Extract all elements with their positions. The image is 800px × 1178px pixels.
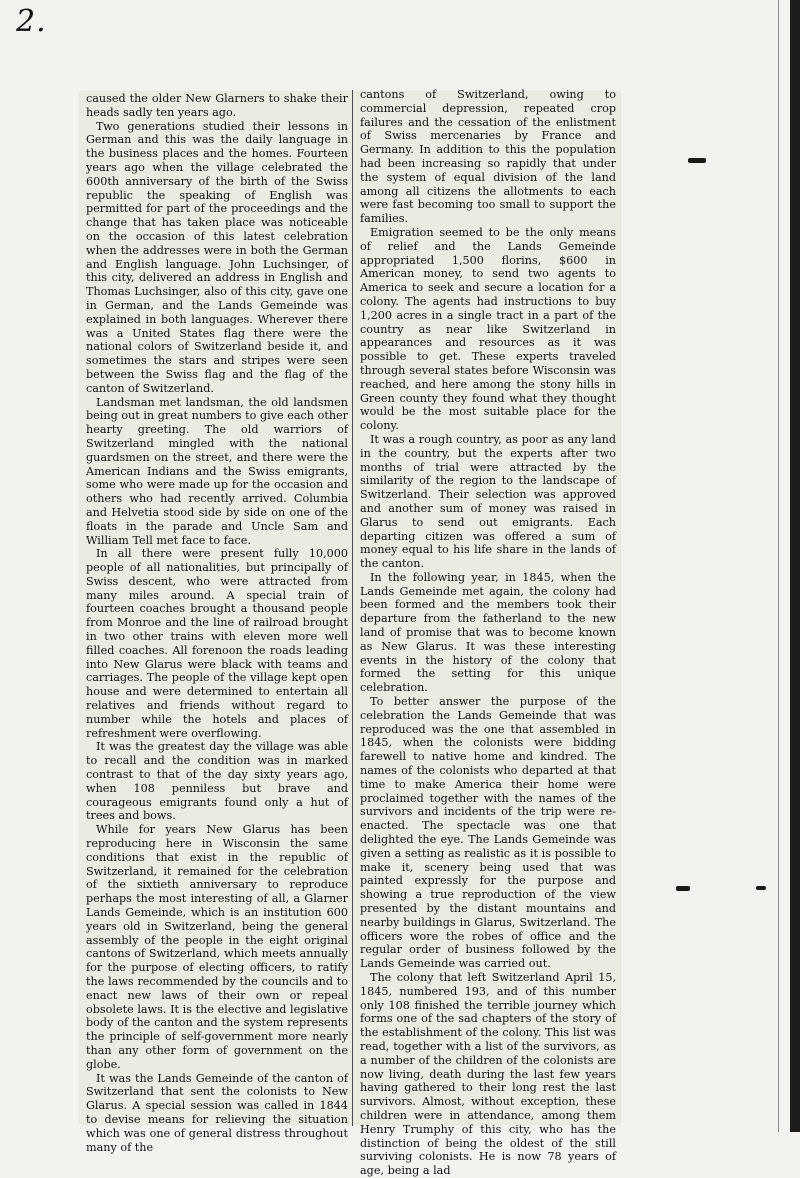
article-left-column xyxy=(86,92,348,1154)
right-paragraph-5: To better answer the purpose of the celebration the Lands Gemeinde that was reproduced was the one that assembled in 1845, when the colonists were bidding farewell to native home and kindred. The names of the colonists who departed at that time to make America their home were proclaimed together with the names of the survivors and incidents of the trip were re-enacted. The spectacle was one that delighted the eye. The Lands Gemeinde was given a setting as realistic as it is possible to make it, scenery being used that was painted expressly for the purpose and showing a true reproduction of the view presented by the distant mountains and nearby buildings in Glarus, Switzerland. The officers wore the robes of office and the regular order of business followed by the Lands Gemeinde was carried out. xyxy=(360,695,616,971)
left-paragraph-6: While for years New Glarus has been reproducing here in Wisconsin the same conditions that exist in the republic of Switzerland, it remained for the celebration of the sixtieth anniversary to reproduce perhaps the most interesting of all, a Glarner Lands Gemeinde, which is an institution 600 years old in Switzerland, being the general assembly of the people in the eight original cantons of Switzerland, which meets annually for the purpose of electing officers, to ratify the laws recommended by the councils and to enact new laws of their own or repeal obsolete laws. It is the elective and legislative body of the canton and the system represents the principle of self-government more nearly than any other form of government on the globe. xyxy=(86,823,348,1071)
column-divider xyxy=(352,90,353,1126)
right-paragraph-6: The colony that left Switzerland April 15, 1845, numbered 193, and of this number only 108 finished the terrible journey which forms one of the sad chapters of the story of the establishment of the colony. This list was read, together with a list of the survivors, as a number of the children of the colonists are now living, death during the last few years having gathered to their long rest the last survivors. Almost, without exception, these children were in attendance, among them Henry Trumphy of this city, who has the distinction of being the oldest of the still surviving colonists. He is now 78 years of age, being a lad xyxy=(360,971,616,1178)
margin-rule xyxy=(778,0,779,1132)
left-paragraph-1: caused the older New Glarners to shake their heads sadly ten years ago. xyxy=(86,92,348,119)
left-paragraph-7: It was the Lands Gemeinde of the canton of Switzerland that sent the colonists to New Glarus. A special session was called in 1844 to devise means for relieving the situation which was one of general distress throughout many of the xyxy=(86,1071,348,1154)
left-paragraph-2: Two generations studied their lessons in German and this was the daily language in the business places and the homes. Fourteen years ago when the village celebrated the 600th anniversary of the birth of the Swiss republic the speaking of English was permitted for part of the proceedings and the change that has taken place was noticeable on the occasion of this latest celebration when the addresses were in both the German and English language. John Luchsinger, of this city, delivered an address in English and Thomas Luchsinger, also of this city, gave one in German, and the Lands Gemeinde was explained in both languages. Wherever there was a United States flag there were the national colors of Switzerland beside it, and sometimes the stars and stripes were seen between the Swiss flag and the flag of the canton of Switzerland. xyxy=(86,119,348,395)
scan-speck xyxy=(756,886,766,890)
left-paragraph-3: Landsman met landsman, the old landsmen being out in great numbers to give each other hearty greeting. The old warriors of Switzerland mingled with the national guardsmen on the street, and there were the American Indians and the Swiss emigrants, some who were made up for the occasion and others who had recently arrived. Columbia and Helvetia stood side by side on one of the floats in the parade and Uncle Sam and William Tell met face to face. xyxy=(86,395,348,547)
right-paragraph-4: In the following year, in 1845, when the Lands Gemeinde met again, the colony had been formed and the members took their departure from the fatherland to the new land of promise that was to become known as New Glarus. It was these interesting events in the history of the colony that formed the setting for this unique celebration. xyxy=(360,570,616,695)
right-paragraph-2: Emigration seemed to be the only means of relief and the Lands Gemeinde appropriated 1,500 florins, $600 in American money, to send two agents to America to seek and secure a location for a colony. The agents had instructions to buy 1,200 acres in a single tract in a part of the country as near like Switzerland in appearances and resources as it was possible to get. These experts traveled through several states before Wisconsin was reached, and here among the stony hills in Green county they found what they thought would be the most suitable place for the colony. xyxy=(360,225,616,433)
left-paragraph-4: In all there were present fully 10,000 people of all nationalities, but principally of Swiss descent, who were attracted from many miles around. A special train of fourteen coaches brought a thousand people from Monroe and the line of railroad brought in two other trains with eleven more well filled coaches. All forenoon the roads leading into New Glarus were black with teams and carriages. The people of the village kept open house and were determined to entertain all relatives and friends without regard to number while the hotels and places of refreshment were overflowing. xyxy=(86,547,348,740)
article-right-column xyxy=(360,88,616,1178)
right-paragraph-3: It was a rough country, as poor as any land in the country, but the experts after two months of trial were attracted by the similarity of the region to the landscape of Switzerland. Their selection was approved and another sum of money was raised in Glarus to send out emigrants. Each departing citizen was offered a sum of money equal to his life share in the lands of the canton. xyxy=(360,432,616,571)
left-paragraph-5: It was the greatest day the village was able to recall and the condition was in marked contrast to that of the day sixty years ago, when 108 penniless but brave and courageous emigrants found only a hut of trees and bows. xyxy=(86,740,348,823)
newspaper-clipping xyxy=(80,88,620,1178)
scan-speck xyxy=(688,158,706,163)
right-paragraph-1: cantons of Switzerland, owing to commercial depression, repeated crop failures and the cessation of the enlistment of Swiss mercenaries by France and Germany. In addition to this the population had been increasing so rapidly that under the system of equal division of the land among all citizens the allotments to each were fast becoming too small to support the families. xyxy=(360,88,616,226)
scan-speck xyxy=(676,886,690,891)
page-number: 2. xyxy=(16,4,47,39)
